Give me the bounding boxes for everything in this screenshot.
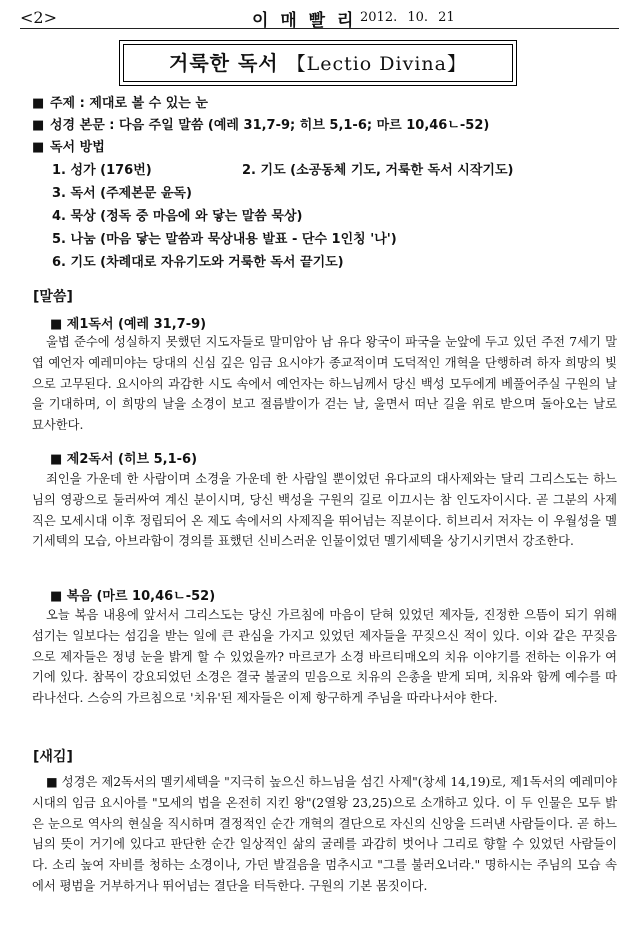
reading-2-text bbox=[32, 469, 617, 552]
step-row bbox=[52, 159, 622, 182]
page-number: <2> bbox=[20, 8, 57, 27]
reflection-heading: [새김] bbox=[33, 749, 73, 765]
gospel-text bbox=[32, 605, 617, 709]
reading-1-paragraph: 울볍 준수에 성실하지 못했던 지도자들로 말미암아 남 유다 왕국이 파국을 눈앞에 두고 있던 주전 7세기 말엽 예언자 예레미야는 당대의 신심 깊은 임금 요시야가 종교적이며 도덕적인 개혁을 단행하려 하자 희망의 빛으로 고무된다. 요시아의 과감한 시도 속에서 예언자는 하느님께서 당신 백성 모두에게 베풀어주실 구원의 날을 기대하며, 이 희망의 날을 소경이 보고 절름발이가 걷는 날, 울면서 떠난 길을 위로 받으며 돌아오는 날로 묘사한다. bbox=[32, 335, 617, 433]
title-korean: 거룩한 독서 bbox=[169, 51, 279, 75]
issue-date: 2012. 10. 21 bbox=[360, 10, 455, 25]
bullet-square: ■ bbox=[32, 118, 45, 133]
step-3: 3. 독서 (주제본문 윤독) bbox=[52, 186, 192, 201]
reflection-paragraph: ■ 성경은 제2독서의 멜키세텍을 "지극히 높으신 하느님을 섬긴 사제"(창세 14,19)로, 제1독서의 예레미야 시대의 임금 요시아를 "모세의 법을 온전히 지킨 왕"(2열왕 23,25)으로 소개하고 있다. 이 두 인물은 모두 밝은 눈으로 역사의 현실을 직시하며 결정적인 순간 개혁의 결단으로 자신의 신앙을 드러낸 사람들이다. 곧 하느님의 뜻이 거기에 있다고 판단한 순간 일상적인 삶의 굴레를 과감히 벗어나 그리로 향할 수 있었던 사람들이다. 소리 높여 자비를 청하는 소경이나, 가던 발걸음을 멈추시고 "그를 불러오너라." 명하시는 주님의 모습 속에서 평범을 거부하거나 뛰어넘는 결단을 터득한다. 구원의 기본 몸짓이다. bbox=[32, 775, 617, 893]
method-text: 독서 방법 bbox=[50, 140, 105, 155]
bullet-square: ■ bbox=[32, 96, 45, 111]
method-steps bbox=[52, 159, 622, 274]
bullet-square: ■ bbox=[32, 140, 45, 155]
step-4: 4. 묵상 (정독 중 마음에 와 닿는 말씀 묵상) bbox=[52, 209, 303, 224]
step-2: 2. 기도 (소공동체 기도, 거룩한 독서 시작기도) bbox=[242, 163, 514, 178]
theme-row bbox=[32, 93, 622, 115]
step-6: 6. 기도 (차례대로 자유기도와 거룩한 독서 끝기도) bbox=[52, 255, 344, 270]
reading-1-text bbox=[32, 332, 617, 436]
title-latin: 【Lectio Divina】 bbox=[286, 53, 467, 75]
reading-1-label: ■ 제1독서 (예레 31,7-9) bbox=[50, 317, 207, 332]
title-box bbox=[123, 44, 513, 82]
word-heading: [말씀] bbox=[33, 289, 73, 305]
reading-2-label: ■ 제2독서 (히브 5,1-6) bbox=[50, 452, 198, 467]
gospel-paragraph: 오늘 복음 내용에 앞서서 그리스도는 당신 가르침에 마음이 닫혀 있었던 제자들, 진정한 으뜸이 되기 위해 섬기는 일보다는 섬김을 받는 일에 큰 관심을 가지고 있었던 제자들을 꾸짖으신 적이 있다. 이와 같은 꾸짖음으로 제자들은 정녕 눈을 밝게 할 수 있었을까? 마르코가 소경 바르티매오의 치유 이야기를 전하는 이유가 여기에 있다. 참목이 강요되었던 소경은 결국 불굴의 믿음으로 치유의 은총을 받게 되며, 치유와 함께 예수를 따라나선다. 스승의 가르침으로 '치유'된 제자들은 이제 항구하게 주님을 따라나서야 한다. bbox=[32, 608, 617, 706]
newsletter-name: 이 매 빨 리 bbox=[252, 11, 357, 31]
gospel-label: ■ 복음 (마르 10,46ㄴ-52) bbox=[50, 589, 216, 604]
scripture-row bbox=[32, 115, 622, 137]
theme-text: 주제 : 제대로 볼 수 있는 눈 bbox=[50, 96, 208, 111]
step-1: 1. 성가 (176번) bbox=[52, 163, 152, 178]
reflection-text bbox=[32, 772, 617, 897]
step-5: 5. 나눔 (마음 닿는 말씀과 묵상내용 발표 - 단수 1인칭 '나') bbox=[52, 232, 397, 247]
reading-2-paragraph: 죄인을 가운데 한 사람이며 소경을 가운데 한 사람일 뿐이었던 유다교의 대사제와는 달리 그리스도는 하느님의 영광으로 둘러싸여 계신 분이시며, 당신 백성을 구원의 길로 이끄시는 참 인도자이시다. 곧 그분의 사제직은 모세시대 이후 정립되어 온 제도 속에서의 사제직을 뛰어넘는 직분이다. 히브리서 저자는 이 우월성을 멜기세텍의 모습, 아브라함이 경의를 표했던 신비스러운 인물이었던 멜기세텍을 상기시키면서 강조한다. bbox=[32, 472, 617, 549]
scripture-text: 성경 본문 : 다음 주일 말씀 (예레 31,7-9; 히브 5,1-6; 마르 10,46ㄴ-52) bbox=[50, 118, 490, 133]
page-header bbox=[20, 6, 619, 31]
method-row bbox=[32, 137, 622, 159]
header-divider bbox=[20, 28, 619, 29]
session-info bbox=[32, 93, 622, 274]
page-title bbox=[124, 45, 512, 82]
